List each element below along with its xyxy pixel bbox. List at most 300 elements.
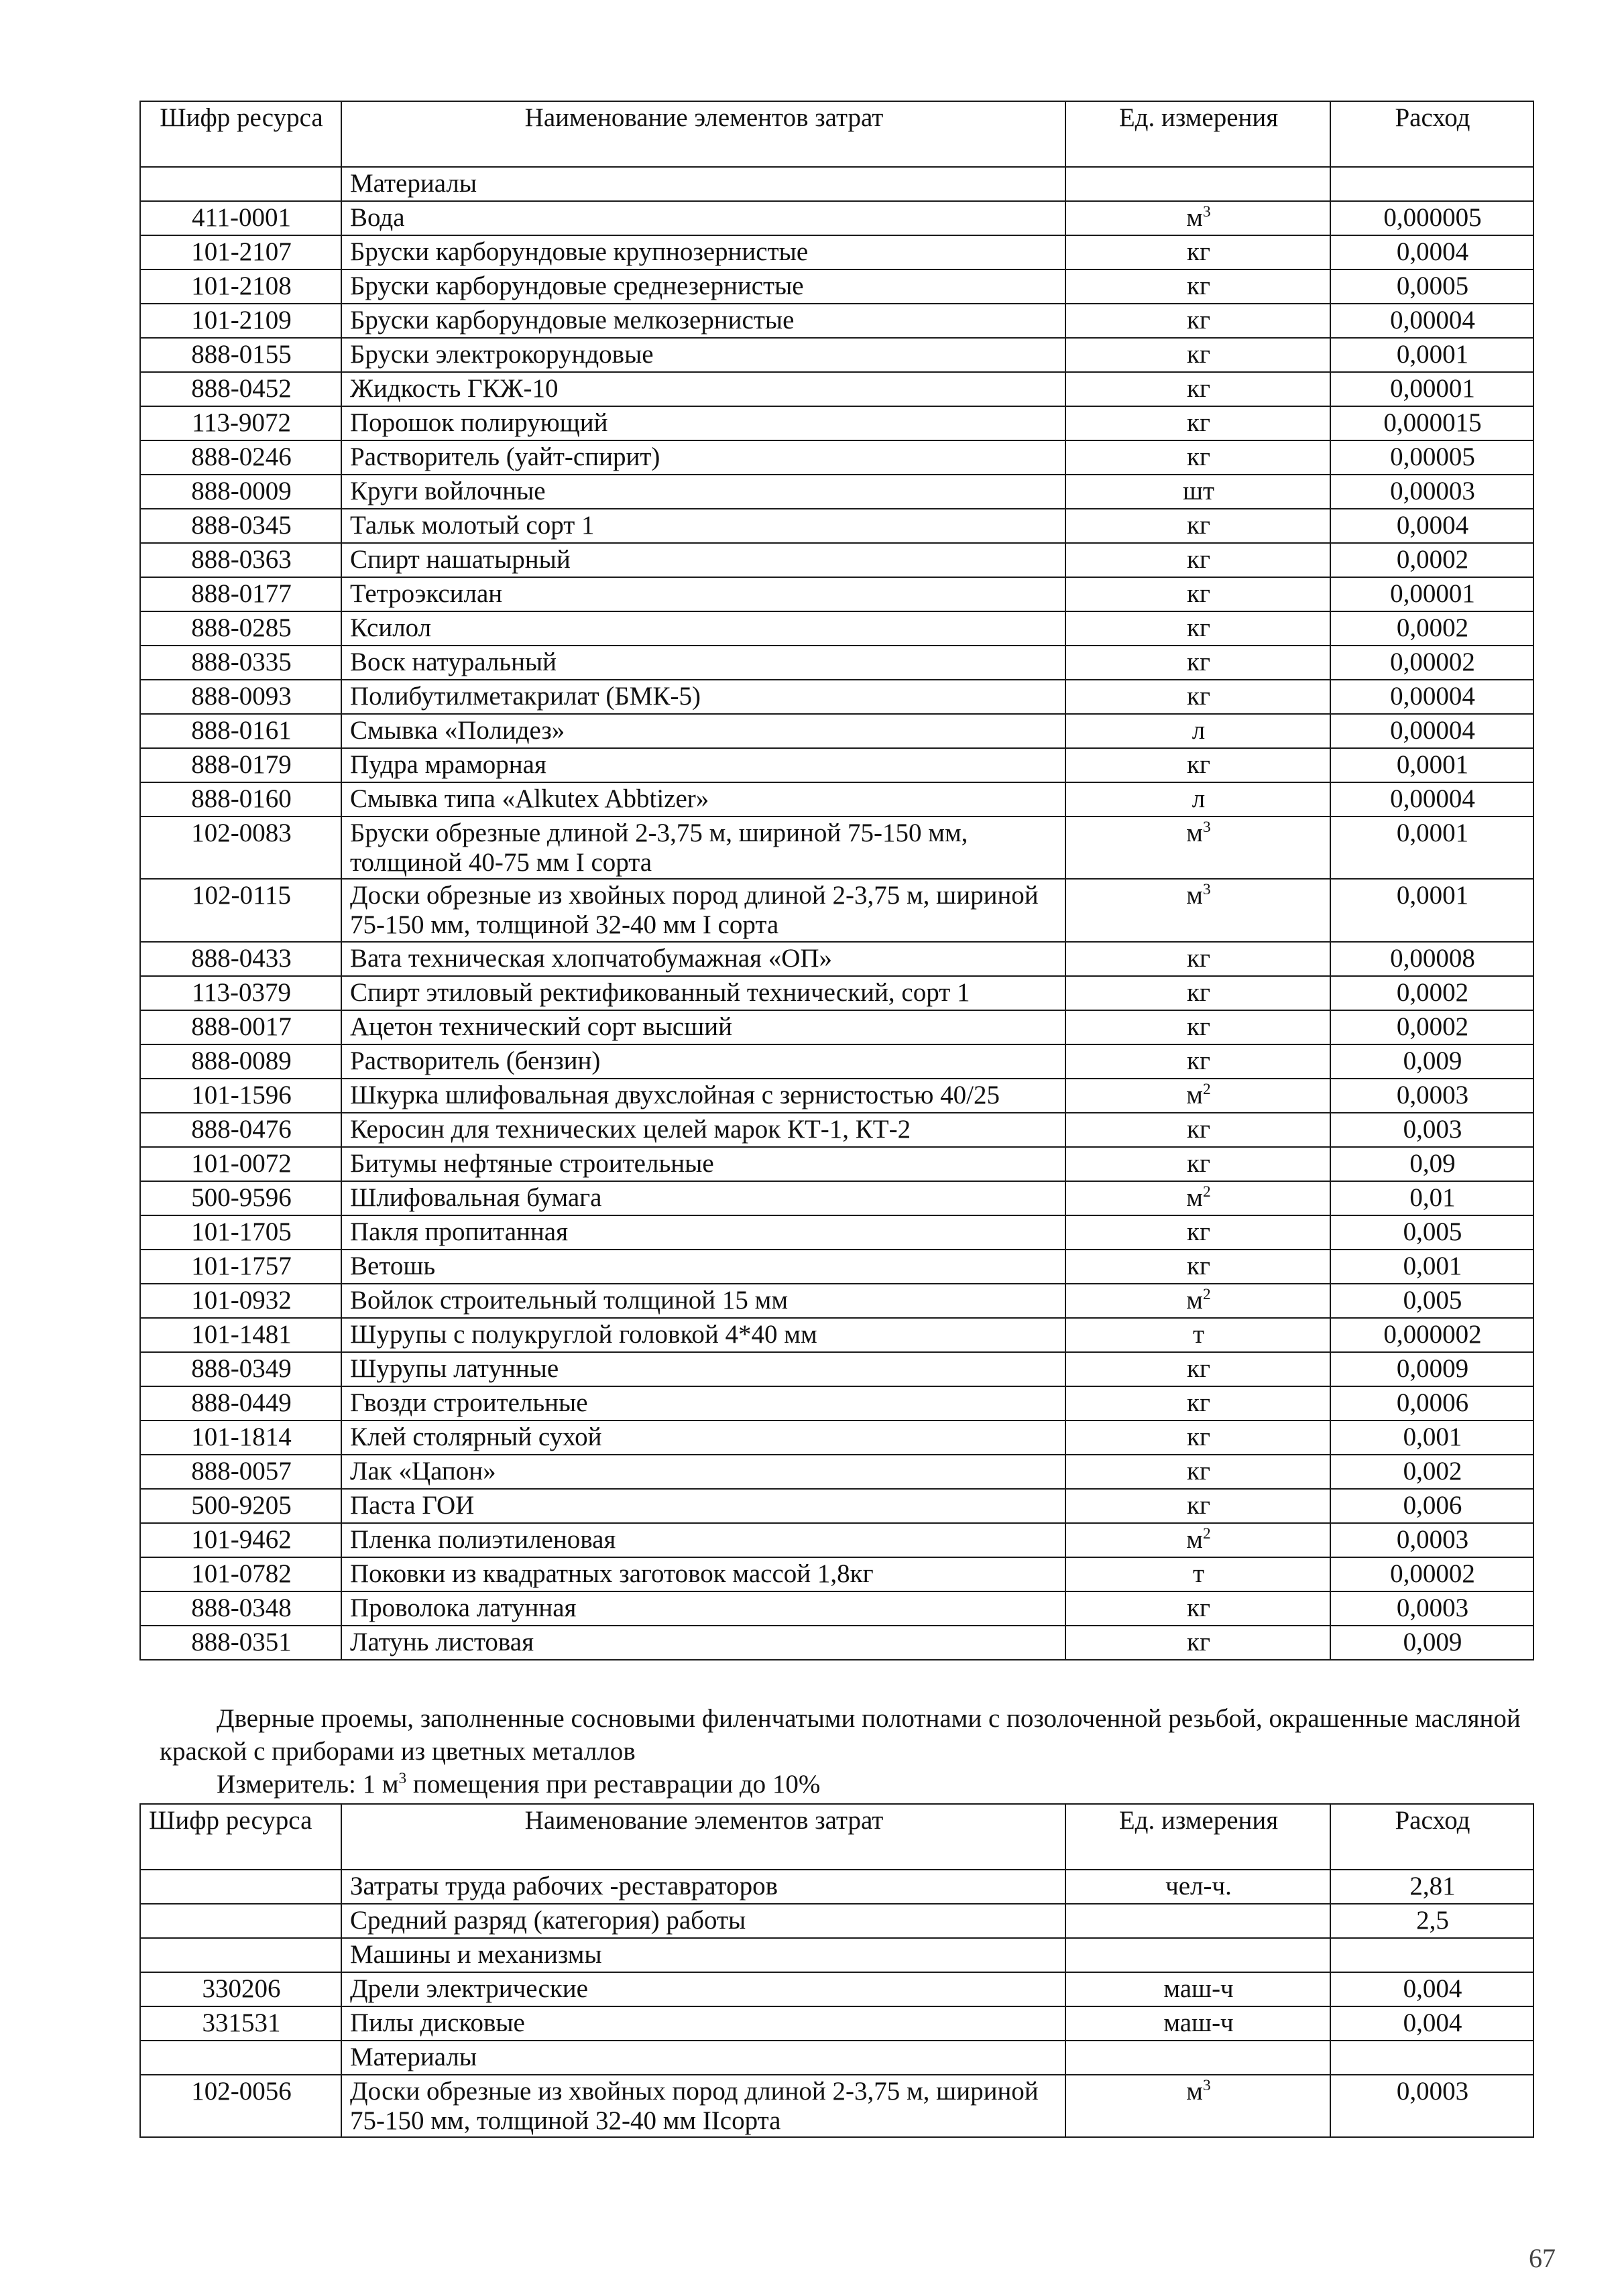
unit-text: маш-ч — [1163, 2008, 1234, 2037]
unit-text: кг — [1187, 1593, 1210, 1622]
table-row — [140, 1386, 1533, 1421]
section-unit-cell — [1065, 1938, 1330, 1972]
table-row — [140, 406, 1533, 440]
resource-name: Шурупы латунные — [341, 1352, 1065, 1386]
unit-exponent: 2 — [1202, 1080, 1211, 1098]
unit-text: кг — [1187, 271, 1210, 300]
unit-text: л — [1192, 716, 1206, 745]
unit-text: л — [1192, 784, 1206, 813]
resource-name: Керосин для технических целей марок КТ-1, КТ-2 — [341, 1113, 1065, 1147]
unit-text: м — [1186, 1080, 1203, 1109]
resource-quantity: 0,0001 — [1330, 338, 1533, 372]
resource-name: Ацетон технический сорт высший — [341, 1010, 1065, 1044]
unit-text: т — [1192, 1559, 1205, 1588]
section-code-cell — [140, 167, 341, 201]
resource-quantity: 0,0003 — [1330, 1079, 1533, 1113]
work-description — [160, 1703, 1534, 1801]
resource-code: 888-0335 — [140, 646, 341, 680]
resource-quantity: 0,00001 — [1330, 372, 1533, 406]
resource-quantity: 0,0002 — [1330, 611, 1533, 646]
table-row — [140, 1147, 1533, 1181]
resource-quantity: 0,00003 — [1330, 475, 1533, 509]
resource-name: Спирт этиловый ректификованный технический, сорт 1 — [341, 976, 1065, 1010]
unit-text: м — [1186, 881, 1203, 910]
resource-code: 888-0348 — [140, 1591, 341, 1626]
resource-code: 888-0161 — [140, 714, 341, 748]
resource-unit — [1065, 879, 1330, 941]
resource-code: 101-2107 — [140, 235, 341, 269]
table-row — [140, 1352, 1533, 1386]
resource-quantity: 0,00004 — [1330, 782, 1533, 817]
resource-unit — [1065, 577, 1330, 611]
header-name: Наименование элементов затрат — [341, 101, 1065, 167]
unit-text: м — [1186, 819, 1203, 847]
resource-name: Войлок строительный толщиной 15 мм — [341, 1284, 1065, 1318]
resource-unit — [1065, 372, 1330, 406]
unit-text: кг — [1187, 511, 1210, 540]
resource-unit — [1065, 338, 1330, 372]
resource-quantity: 0,0009 — [1330, 1352, 1533, 1386]
resource-unit — [1065, 1455, 1330, 1489]
resource-name: Доски обрезные из хвойных пород длиной 2-3,75 м, шириной 75-150 мм, толщиной 32-40 мм I сорта — [341, 879, 1065, 941]
table-row — [140, 269, 1533, 304]
section-qty-cell — [1330, 1938, 1533, 1972]
resource-code: 888-0057 — [140, 1455, 341, 1489]
unit-exponent: 2 — [1202, 1285, 1211, 1303]
table-row — [140, 1284, 1533, 1318]
resource-unit — [1065, 304, 1330, 338]
resource-quantity: 0,0001 — [1330, 879, 1533, 941]
resource-code: 101-1757 — [140, 1250, 341, 1284]
unit-text: шт — [1182, 477, 1215, 505]
header-name: Наименование элементов затрат — [341, 1804, 1065, 1870]
table-row — [140, 1010, 1533, 1044]
table-row — [140, 817, 1533, 879]
unit-text: кг — [1187, 1490, 1210, 1520]
resource-quantity: 0,00001 — [1330, 577, 1533, 611]
table-row — [140, 1972, 1533, 2006]
unit-text: кг — [1187, 943, 1210, 973]
resource-unit — [1065, 976, 1330, 1010]
resource-code: 102-0115 — [140, 879, 341, 941]
resource-unit — [1065, 1250, 1330, 1284]
unit-text: кг — [1187, 977, 1210, 1007]
resource-quantity: 0,0004 — [1330, 235, 1533, 269]
resource-unit — [1065, 1626, 1330, 1660]
resource-unit — [1065, 782, 1330, 817]
resource-name: Бруски карборундовые крупнозернистые — [341, 235, 1065, 269]
resource-name: Пудра мраморная — [341, 748, 1065, 782]
resource-name: Растворитель (уайт-спирит) — [341, 440, 1065, 475]
resource-quantity: 0,001 — [1330, 1250, 1533, 1284]
table-row — [140, 1870, 1533, 1904]
section-code-cell — [140, 1938, 341, 1972]
resource-quantity: 0,00008 — [1330, 942, 1533, 976]
resource-code: 888-0246 — [140, 440, 341, 475]
resource-unit — [1065, 714, 1330, 748]
resource-unit — [1065, 1386, 1330, 1421]
resource-unit — [1065, 543, 1330, 577]
unit-exponent: 3 — [1202, 203, 1211, 221]
unit-text: кг — [1187, 1627, 1210, 1656]
unit-text: кг — [1187, 237, 1210, 266]
resource-code: 888-0345 — [140, 509, 341, 543]
unit-text: кг — [1187, 1353, 1210, 1383]
table-row — [140, 976, 1533, 1010]
section-row — [140, 2041, 1533, 2075]
unit-exponent: 2 — [1202, 1524, 1211, 1543]
table-row — [140, 440, 1533, 475]
unit-text: кг — [1187, 1148, 1210, 1178]
header-unit: Ед. измерения — [1065, 1804, 1330, 1870]
resource-unit — [1065, 1215, 1330, 1250]
resource-unit — [1065, 406, 1330, 440]
table-row — [140, 2075, 1533, 2137]
header-code: Шифр ресурса — [140, 1804, 341, 1870]
table-row — [140, 1591, 1533, 1626]
unit-text: м — [1186, 1183, 1203, 1212]
resource-quantity: 0,0004 — [1330, 509, 1533, 543]
resource-code — [140, 1904, 341, 1938]
table-header-row — [140, 1804, 1533, 1870]
resource-quantity: 0,01 — [1330, 1181, 1533, 1215]
resource-name: Ветошь — [341, 1250, 1065, 1284]
resource-code: 411-0001 — [140, 201, 341, 235]
resource-code: 888-0017 — [140, 1010, 341, 1044]
resource-unit — [1065, 1523, 1330, 1557]
unit-text: маш-ч — [1163, 1974, 1234, 2003]
resource-code: 888-0449 — [140, 1386, 341, 1421]
table-row — [140, 1421, 1533, 1455]
resource-quantity: 2,5 — [1330, 1904, 1533, 1938]
resource-name: Ксилол — [341, 611, 1065, 646]
resource-name: Бруски обрезные длиной 2-3,75 м, шириной 75-150 мм, толщиной 40-75 мм I сорта — [341, 817, 1065, 879]
resource-quantity: 0,0001 — [1330, 748, 1533, 782]
resource-name: Доски обрезные из хвойных пород длиной 2-3,75 м, шириной 75-150 мм, толщиной 32-40 мм IIсорта — [341, 2075, 1065, 2137]
unit-text: кг — [1187, 1217, 1210, 1246]
measure-suffix: помещения при реставрации до 10% — [406, 1769, 821, 1799]
resource-quantity: 0,00004 — [1330, 714, 1533, 748]
resource-name: Клей столярный сухой — [341, 1421, 1065, 1455]
unit-text: кг — [1187, 1422, 1210, 1451]
resource-name: Бруски карборундовые мелкозернистые — [341, 304, 1065, 338]
unit-text: кг — [1187, 306, 1210, 335]
resource-code — [140, 1870, 341, 1904]
resource-unit — [1065, 942, 1330, 976]
header-qty: Расход — [1330, 101, 1533, 167]
materials-table-body — [140, 167, 1533, 1660]
resource-code: 101-1814 — [140, 1421, 341, 1455]
resource-code: 888-0433 — [140, 942, 341, 976]
table-row — [140, 611, 1533, 646]
resource-unit — [1065, 1147, 1330, 1181]
resource-code: 888-0160 — [140, 782, 341, 817]
resource-code: 101-1705 — [140, 1215, 341, 1250]
table-row — [140, 1904, 1533, 1938]
resource-unit — [1065, 201, 1330, 235]
unit-text: кг — [1187, 1012, 1210, 1041]
table-row — [140, 942, 1533, 976]
resources-table-body — [140, 1870, 1533, 2137]
measure-prefix: Измеритель: 1 м — [217, 1769, 399, 1799]
resource-quantity: 0,000005 — [1330, 201, 1533, 235]
table-row — [140, 1181, 1533, 1215]
unit-text: кг — [1187, 1456, 1210, 1486]
resource-code: 888-0009 — [140, 475, 341, 509]
resource-code: 330206 — [140, 1972, 341, 2006]
table-row — [140, 372, 1533, 406]
resource-code: 101-2108 — [140, 269, 341, 304]
table-row — [140, 1523, 1533, 1557]
resource-code: 102-0083 — [140, 817, 341, 879]
resource-quantity: 0,00004 — [1330, 680, 1533, 714]
resource-name: Паста ГОИ — [341, 1489, 1065, 1523]
resource-unit — [1065, 440, 1330, 475]
resource-name: Затраты труда рабочих -реставраторов — [341, 1870, 1065, 1904]
resource-unit — [1065, 1181, 1330, 1215]
resource-quantity: 0,0003 — [1330, 1591, 1533, 1626]
resource-unit — [1065, 2006, 1330, 2041]
resource-code: 888-0351 — [140, 1626, 341, 1660]
resource-name: Пакля пропитанная — [341, 1215, 1065, 1250]
resource-name: Лак «Цапон» — [341, 1455, 1065, 1489]
measure-line — [160, 1768, 1534, 1801]
resource-unit — [1065, 1972, 1330, 2006]
resource-code: 500-9596 — [140, 1181, 341, 1215]
resource-name: Полибутилметакрилат (БМК-5) — [341, 680, 1065, 714]
unit-text: кг — [1187, 750, 1210, 779]
table-row — [140, 748, 1533, 782]
unit-text: кг — [1187, 340, 1210, 369]
unit-exponent: 3 — [1202, 2077, 1211, 2094]
resource-quantity: 0,00005 — [1330, 440, 1533, 475]
table-row — [140, 1250, 1533, 1284]
table-row — [140, 879, 1533, 941]
section-row — [140, 1938, 1533, 1972]
unit-text: кг — [1187, 408, 1210, 437]
resource-name: Дрели электрические — [341, 1972, 1065, 2006]
resource-unit — [1065, 1044, 1330, 1079]
resource-unit — [1065, 680, 1330, 714]
resource-code: 500-9205 — [140, 1489, 341, 1523]
resource-quantity: 0,005 — [1330, 1215, 1533, 1250]
unit-text: м — [1186, 1524, 1203, 1554]
resource-unit — [1065, 1113, 1330, 1147]
resource-quantity: 0,0006 — [1330, 1386, 1533, 1421]
table-row — [140, 1113, 1533, 1147]
resource-name: Пилы дисковые — [341, 2006, 1065, 2041]
resource-quantity: 0,0002 — [1330, 543, 1533, 577]
resource-code: 101-1481 — [140, 1318, 341, 1352]
resource-code: 101-0782 — [140, 1557, 341, 1591]
resource-quantity: 0,00002 — [1330, 646, 1533, 680]
table-row — [140, 714, 1533, 748]
section-qty-cell — [1330, 167, 1533, 201]
resource-quantity: 0,004 — [1330, 2006, 1533, 2041]
resource-quantity: 0,002 — [1330, 1455, 1533, 1489]
resource-name: Бруски электрокорундовые — [341, 338, 1065, 372]
measure-exponent: 3 — [398, 1769, 407, 1787]
resource-name: Гвозди строительные — [341, 1386, 1065, 1421]
resource-unit — [1065, 1557, 1330, 1591]
resource-code: 888-0155 — [140, 338, 341, 372]
unit-text: кг — [1187, 442, 1210, 471]
resource-unit — [1065, 1489, 1330, 1523]
page-number: 67 — [1529, 2243, 1556, 2273]
resource-quantity: 0,001 — [1330, 1421, 1533, 1455]
table-row — [140, 2006, 1533, 2041]
resource-quantity: 0,000015 — [1330, 406, 1533, 440]
unit-exponent: 3 — [1202, 819, 1211, 836]
unit-text: м — [1186, 203, 1203, 232]
resource-unit — [1065, 1284, 1330, 1318]
resource-code: 888-0179 — [140, 748, 341, 782]
section-row — [140, 167, 1533, 201]
resource-code: 101-0932 — [140, 1284, 341, 1318]
section-title: Материалы — [341, 167, 1065, 201]
resources-table — [139, 1803, 1534, 2138]
header-qty: Расход — [1330, 1804, 1533, 1870]
resource-code: 888-0349 — [140, 1352, 341, 1386]
resource-unit — [1065, 2075, 1330, 2137]
table-row — [140, 1318, 1533, 1352]
resource-unit — [1065, 611, 1330, 646]
header-code: Шифр ресурса — [140, 101, 341, 167]
resource-unit — [1065, 646, 1330, 680]
resource-name: Шкурка шлифовальная двухслойная с зернистостью 40/25 — [341, 1079, 1065, 1113]
resource-name: Шлифовальная бумага — [341, 1181, 1065, 1215]
resource-unit — [1065, 1318, 1330, 1352]
resource-code: 888-0363 — [140, 543, 341, 577]
resource-unit — [1065, 748, 1330, 782]
resource-code: 102-0056 — [140, 2075, 341, 2137]
resource-quantity: 0,0002 — [1330, 976, 1533, 1010]
unit-text: кг — [1187, 613, 1210, 642]
resource-unit — [1065, 1870, 1330, 1904]
materials-table — [139, 101, 1534, 1660]
resource-name: Растворитель (бензин) — [341, 1044, 1065, 1079]
resource-name: Проволока латунная — [341, 1591, 1065, 1626]
resource-quantity: 0,009 — [1330, 1044, 1533, 1079]
unit-text: кг — [1187, 648, 1210, 676]
resource-quantity: 0,0003 — [1330, 2075, 1533, 2137]
resource-name: Бруски карборундовые среднезернистые — [341, 269, 1065, 304]
section-title: Машины и механизмы — [341, 1938, 1065, 1972]
resource-quantity: 0,00002 — [1330, 1557, 1533, 1591]
table-row — [140, 1044, 1533, 1079]
resource-name: Порошок полирующий — [341, 406, 1065, 440]
resource-name: Жидкость ГКЖ-10 — [341, 372, 1065, 406]
table-row — [140, 646, 1533, 680]
resource-quantity: 0,0001 — [1330, 817, 1533, 879]
table-row — [140, 1455, 1533, 1489]
table-row — [140, 680, 1533, 714]
unit-text: т — [1192, 1319, 1205, 1349]
resource-name: Пленка полиэтиленовая — [341, 1523, 1065, 1557]
resource-quantity: 0,00004 — [1330, 304, 1533, 338]
resource-unit — [1065, 269, 1330, 304]
unit-exponent: 2 — [1202, 1183, 1211, 1201]
resource-quantity: 0,004 — [1330, 1972, 1533, 2006]
unit-text: кг — [1187, 1251, 1210, 1280]
resource-quantity: 0,0005 — [1330, 269, 1533, 304]
resource-quantity: 0,0003 — [1330, 1523, 1533, 1557]
resource-name: Латунь листовая — [341, 1626, 1065, 1660]
table-row — [140, 1215, 1533, 1250]
resource-name: Воск натуральный — [341, 646, 1065, 680]
table-row — [140, 1557, 1533, 1591]
resource-unit — [1065, 1010, 1330, 1044]
unit-text: кг — [1187, 579, 1210, 608]
resource-quantity: 0,000002 — [1330, 1318, 1533, 1352]
resource-quantity: 0,005 — [1330, 1284, 1533, 1318]
unit-text: кг — [1187, 1388, 1210, 1417]
resource-quantity: 2,81 — [1330, 1870, 1533, 1904]
resource-code: 888-0089 — [140, 1044, 341, 1079]
table-row — [140, 475, 1533, 509]
resource-quantity: 0,003 — [1330, 1113, 1533, 1147]
unit-exponent: 3 — [1202, 881, 1211, 899]
unit-text: кг — [1187, 1046, 1210, 1075]
resource-unit — [1065, 1079, 1330, 1113]
resource-code: 101-2109 — [140, 304, 341, 338]
table-row — [140, 201, 1533, 235]
resource-unit — [1065, 1421, 1330, 1455]
resource-code: 888-0452 — [140, 372, 341, 406]
table-row — [140, 1626, 1533, 1660]
section-qty-cell — [1330, 2041, 1533, 2075]
resource-code: 888-0093 — [140, 680, 341, 714]
table-header-row — [140, 101, 1533, 167]
resource-code: 113-9072 — [140, 406, 341, 440]
table-row — [140, 338, 1533, 372]
table-row — [140, 1079, 1533, 1113]
resource-name: Шурупы с полукруглой головкой 4*40 мм — [341, 1318, 1065, 1352]
resource-unit — [1065, 1591, 1330, 1626]
resource-unit — [1065, 509, 1330, 543]
section-code-cell — [140, 2041, 341, 2075]
resource-name: Вата техническая хлопчатобумажная «ОП» — [341, 942, 1065, 976]
table-row — [140, 1489, 1533, 1523]
resource-code: 101-9462 — [140, 1523, 341, 1557]
unit-text: кг — [1187, 374, 1210, 403]
header-unit: Ед. измерения — [1065, 101, 1330, 167]
resource-code: 888-0285 — [140, 611, 341, 646]
resource-name: Тальк молотый сорт 1 — [341, 509, 1065, 543]
unit-text: кг — [1187, 682, 1210, 711]
resource-unit — [1065, 1904, 1330, 1938]
section-unit-cell — [1065, 2041, 1330, 2075]
unit-text: м — [1186, 1285, 1203, 1315]
resource-name: Средний разряд (категория) работы — [341, 1904, 1065, 1938]
section-unit-cell — [1065, 167, 1330, 201]
resource-quantity: 0,009 — [1330, 1626, 1533, 1660]
unit-text: чел-ч. — [1165, 1872, 1232, 1900]
work-description-text: Дверные проемы, заполненные сосновыми филенчатыми полотнами с позолоченной резьбой, окрашенные масляной краской с приборами из цветных металлов — [160, 1704, 1521, 1766]
resource-name: Смывка «Полидез» — [341, 714, 1065, 748]
table-row — [140, 782, 1533, 817]
table-row — [140, 304, 1533, 338]
resource-unit — [1065, 475, 1330, 509]
resource-code: 331531 — [140, 2006, 341, 2041]
resource-name: Спирт нашатырный — [341, 543, 1065, 577]
table-row — [140, 543, 1533, 577]
unit-text: м — [1186, 2077, 1203, 2106]
resource-code: 888-0476 — [140, 1113, 341, 1147]
resource-name: Вода — [341, 201, 1065, 235]
table-row — [140, 235, 1533, 269]
resource-unit — [1065, 817, 1330, 879]
